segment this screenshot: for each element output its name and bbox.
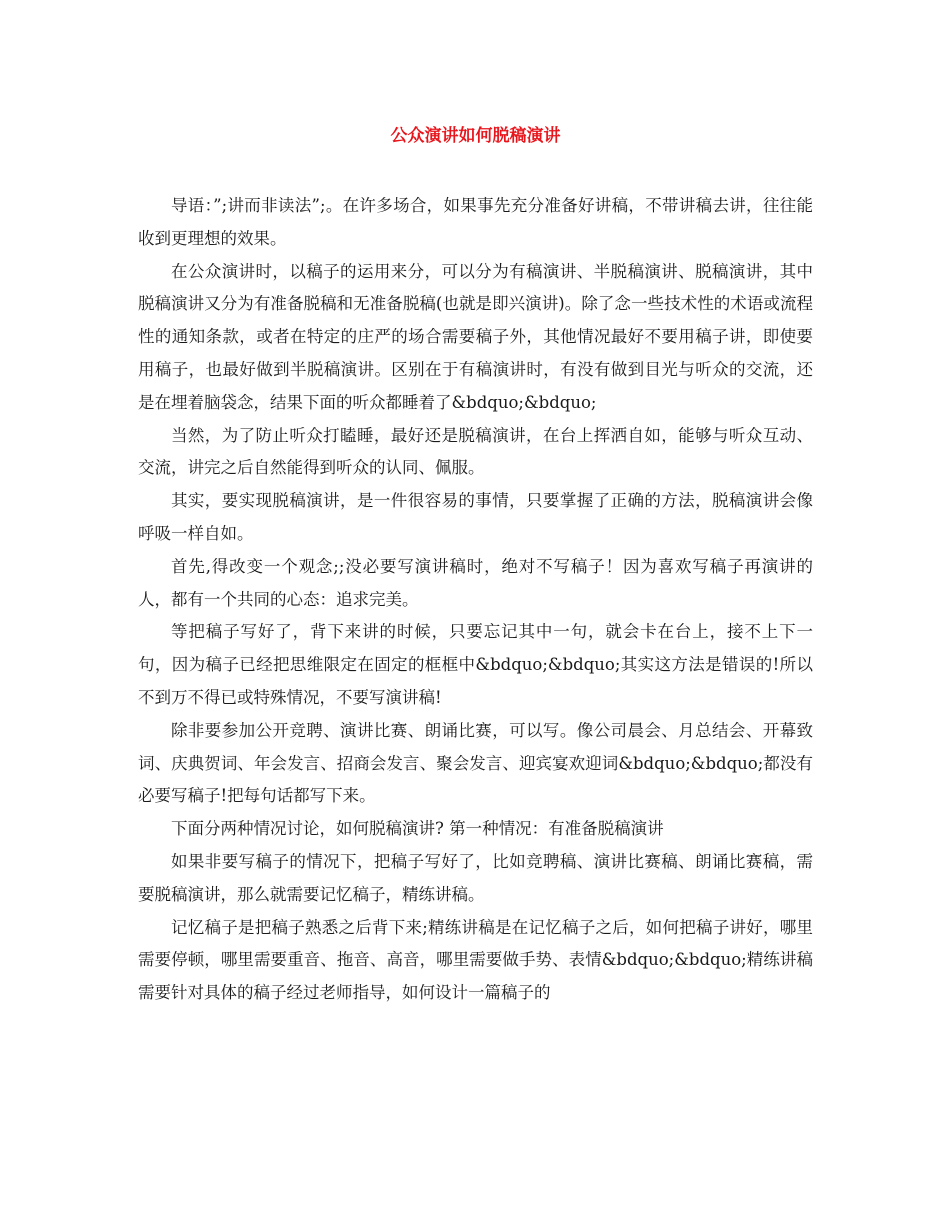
paragraph: 记忆稿子是把稿子熟悉之后背下来;精练讲稿是在记忆稿子之后，如何把稿子讲好，哪里需要停顿，哪里需要重音、拖音、高音，哪里需要做手势、表情&bdquo;&bdquo;精练讲稿需要针对具体的稿子经过老师指导，如何设计一篇稿子的 xyxy=(138,917,813,1003)
document-title: 公众演讲如何脱稿演讲 xyxy=(390,126,561,146)
paragraph-intro: 导语：”;讲而非读法”;。在许多场合，如果事先充分准备好讲稿，不带讲稿去讲，往往能收到更理想的效果。 xyxy=(138,196,813,248)
paragraph: 在公众演讲时，以稿子的运用来分，可以分为有稿演讲、半脱稿演讲、脱稿演讲，其中脱稿演讲又分为有准备脱稿和无准备脱稿(也就是即兴演讲)。除了念一些技术性的术语或流程性的通知条款，或者在特定的庄严的场合需要稿子外，其他情况最好不要用稿子讲，即使要用稿子，也最好做到半脱稿演讲。区别在于有稿演讲时，有没有做到目光与听众的交流，还是在埋着脑袋念，结果下面的听众都睡着了&bdquo;&bdquo; xyxy=(138,261,813,412)
paragraph: 当然，为了防止听众打瞌睡，最好还是脱稿演讲，在台上挥洒自如，能够与听众互动、交流，讲完之后自然能得到听众的认同、佩服。 xyxy=(138,425,813,478)
document-body xyxy=(138,190,813,1010)
paragraph: 首先,得改变一个观念;;没必要写演讲稿时，绝对不写稿子！因为喜欢写稿子再演讲的人，都有一个共同的心态：追求完美。 xyxy=(138,556,813,609)
paragraph: 等把稿子写好了，背下来讲的时候，只要忘记其中一句，就会卡在台上，接不上下一句，因为稿子已经把思维限定在固定的框框中&bdquo;&bdquo;其实这方法是错误的!所以不到万不得已或特殊情况，不要写演讲稿! xyxy=(138,622,813,707)
document-page xyxy=(138,0,813,1010)
paragraph: 下面分两种情况讨论，如何脱稿演讲? 第一种情况：有准备脱稿演讲 xyxy=(171,819,664,839)
paragraph: 如果非要写稿子的情况下，把稿子写好了，比如竞聘稿、演讲比赛稿、朗诵比赛稿，需要脱稿演讲，那么就需要记忆稿子，精练讲稿。 xyxy=(138,851,813,904)
paragraph: 除非要参加公开竞聘、演讲比赛、朗诵比赛，可以写。像公司晨会、月总结会、开幕致词、庆典贺词、年会发言、招商会发言、聚会发言、迎宾宴欢迎词&bdquo;&bdquo;都没有必要写稿子!把每句话都写下来。 xyxy=(138,720,813,806)
paragraph: 其实，要实现脱稿演讲，是一件很容易的事情，只要掌握了正确的方法，脱稿演讲会像呼吸一样自如。 xyxy=(138,491,813,543)
